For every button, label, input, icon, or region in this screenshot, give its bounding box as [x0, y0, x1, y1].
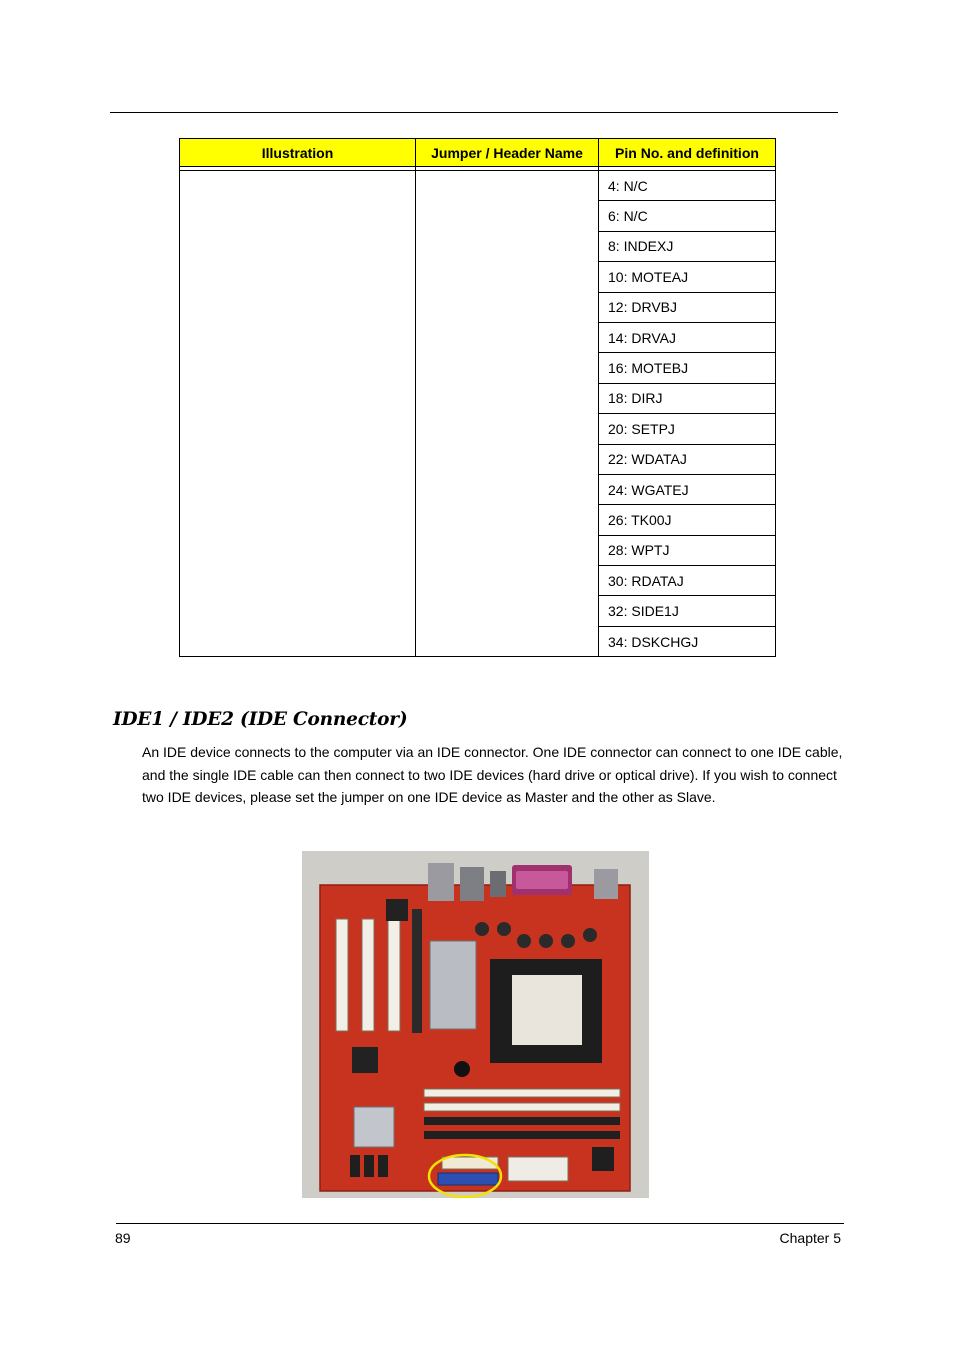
section-body-text: An IDE device connects to the computer via an IDE connector. One IDE connector can connect to one IDE cable, and the single IDE cable can then connect to two IDE devices (hard drive or optical drive). If you wish to connect two IDE devices, please set the jumper on one IDE device as Master and the other as Slave. — [142, 744, 843, 805]
pin-cell: 14: DRVAJ — [599, 322, 776, 352]
pin-definition-table — [179, 138, 776, 657]
pin-cell: 32: SIDE1J — [599, 596, 776, 626]
pin-cell: 10: MOTEAJ — [599, 262, 776, 292]
pin-cell: 26: TK00J — [599, 505, 776, 535]
pin-cell: 30: RDATAJ — [599, 566, 776, 596]
pin-cell: 18: DIRJ — [599, 383, 776, 413]
jumper-name-cell — [416, 171, 599, 657]
pin-cell: 20: SETPJ — [599, 414, 776, 444]
header-jumper-name: Jumper / Header Name — [416, 139, 599, 167]
pin-cell: 12: DRVBJ — [599, 292, 776, 322]
chapter-label: Chapter 5 — [779, 1230, 841, 1246]
header-illustration: Illustration — [180, 139, 416, 167]
header-rule — [110, 112, 838, 113]
pin-cell: 4: N/C — [599, 171, 776, 201]
section-heading: IDE1 / IDE2 (IDE Connector) — [113, 709, 408, 730]
pin-cell: 16: MOTEBJ — [599, 353, 776, 383]
page-number: 89 — [115, 1230, 131, 1246]
footer-rule — [116, 1223, 844, 1224]
pin-cell: 24: WGATEJ — [599, 474, 776, 504]
motherboard-photo — [302, 851, 649, 1198]
pin-cell: 6: N/C — [599, 201, 776, 231]
pin-cell: 28: WPTJ — [599, 535, 776, 565]
table-header-row — [180, 139, 776, 167]
pin-cell: 8: INDEXJ — [599, 231, 776, 261]
pin-cell: 34: DSKCHGJ — [599, 626, 776, 656]
table-row — [180, 171, 776, 201]
illustration-cell — [180, 171, 416, 657]
pin-cell: 22: WDATAJ — [599, 444, 776, 474]
header-pin-definition: Pin No. and definition — [599, 139, 776, 167]
